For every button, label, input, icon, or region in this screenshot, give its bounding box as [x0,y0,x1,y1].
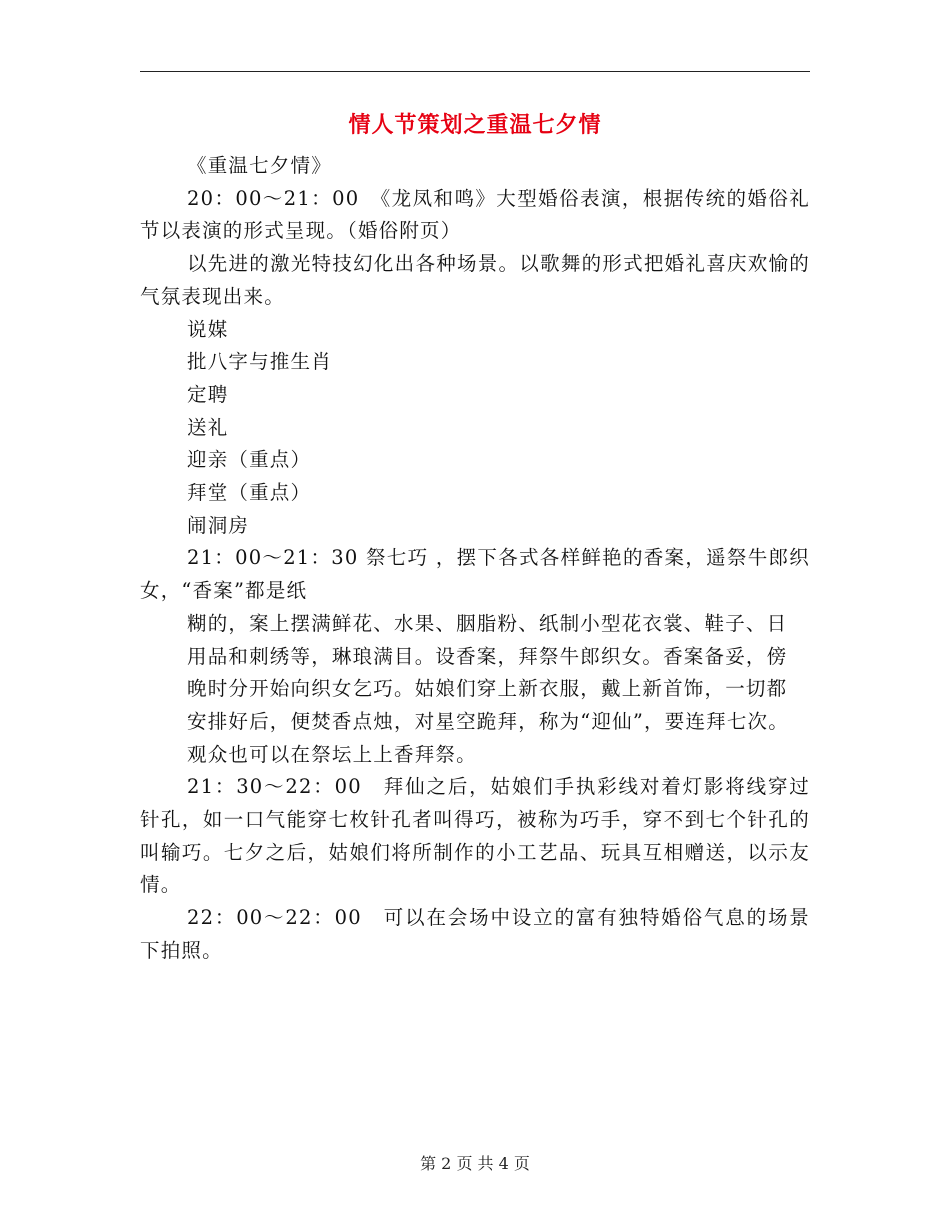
paragraph-audience: 观众也可以在祭坛上上香拜祭。 [187,742,477,766]
paragraph-schedule-3: 21：30～22：00 拜仙之后，姑娘们手执彩线对着灯影将线穿过针孔，如一口气能穿七枚针孔者叫得巧，被称为巧手，穿不到七个针孔的叫输巧。七夕之后，姑娘们将所制作的小工艺品、玩具互相赠送，以示友情。 [140,775,810,897]
page-number-footer: 第 2 页 共 4 页 [420,1154,530,1173]
document-body [140,150,810,968]
list-item: 送礼 [187,415,229,439]
paragraph-incense-table-4: 安排好后，便焚香点烛，对星空跪拜，称为“迎仙”，要连拜七次。 [187,709,789,733]
paragraph-schedule-1: 20：00～21：00 《龙凤和鸣》大型婚俗表演，根据传统的婚俗礼节以表演的形式呈现。（婚俗附页） [140,186,810,243]
paragraph-schedule-4: 22：00～22：00 可以在会场中设立的富有独特婚俗气息的场景下拍照。 [140,906,810,962]
paragraph-section-title: 《重温七夕情》 [187,154,332,177]
paragraph-incense-table-2: 用品和刺绣等，琳琅满目。设香案，拜祭牛郎织女。香案备妥，傍 [187,644,788,668]
list-item: 迎亲（重点） [187,448,312,472]
list-item: 拜堂（重点） [187,481,312,505]
paragraph-schedule-2: 21：00～21：30 祭七巧 ，摆下各式各样鲜艳的香案，遥祭牛郎织女，“香案”都是纸 [140,546,810,603]
header-rule [140,71,810,72]
paragraph-laser-show: 以先进的激光特技幻化出各种场景。以歌舞的形式把婚礼喜庆欢愉的气氛表现出来。 [140,252,810,308]
paragraph-incense-table-1: 糊的，案上摆满鲜花、水果、胭脂粉、纸制小型花衣裳、鞋子、日 [187,611,788,635]
list-item: 批八字与推生肖 [187,350,332,374]
list-item: 定聘 [187,382,229,406]
list-item: 说媒 [187,317,229,341]
paragraph-incense-table-3: 晚时分开始向织女乞巧。姑娘们穿上新衣服，戴上新首饰，一切都 [187,677,788,701]
list-item: 闹洞房 [187,513,250,537]
document-title: 情人节策划之重温七夕情 [348,112,602,138]
